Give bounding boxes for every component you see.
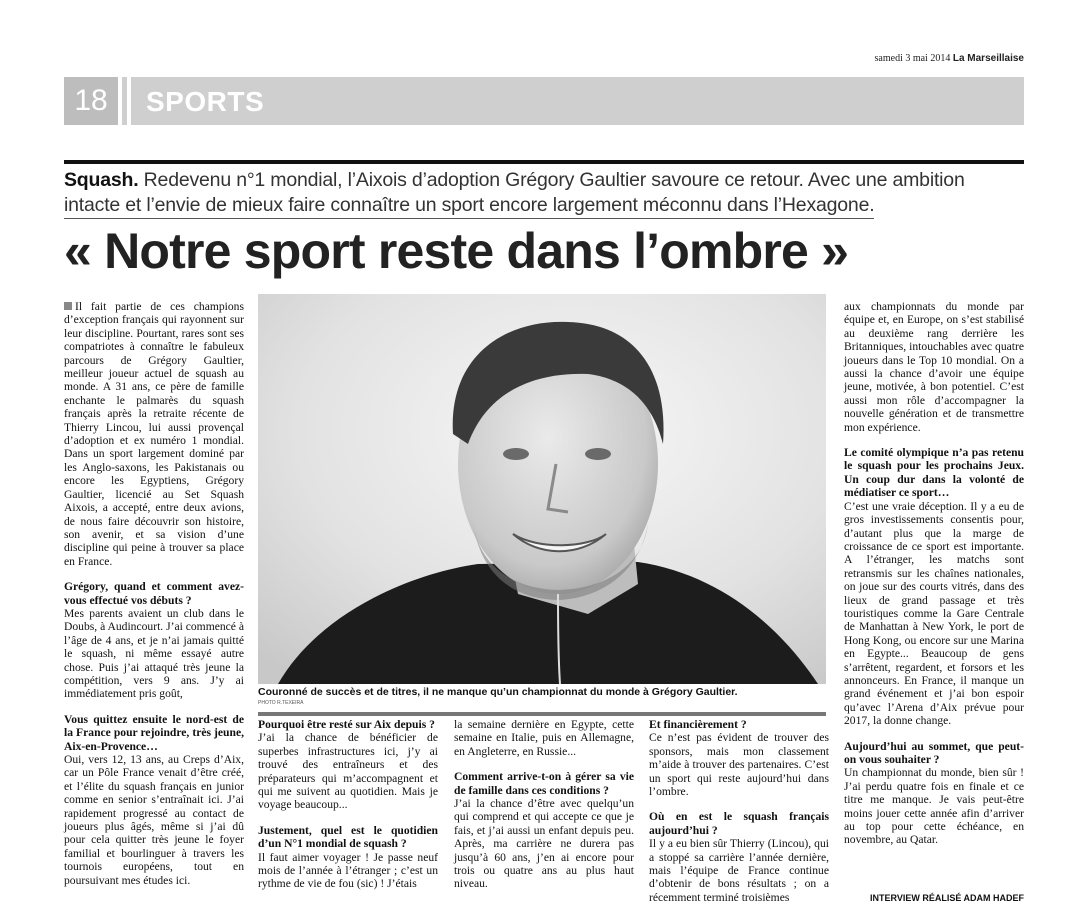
intro-paragraph: Il fait partie de ces champions d’exception français qui rayonnent sur leur discipline. Pourtant, rares sont ses compatriotes à connaître le fabuleux parcours de Grégory Gaultier, meilleur joueur actuel de squash au monde. A 31 ans, ce père de famille enchante le palmarès du squash français après la retraite récente de Thierry Lincou, lui aussi provençal d’adoption et ex numéro 1 mondial. Dans un sport largement dominé par les Anglo-saxons, les Pakistanais ou encore les Egyptiens, Grégory Gaultier, licencié au Set Squash Aixois, a accepté, entre deux avions, de nous faire découvrir son histoire, son avenir, et sa vision d’une discipline qui peine à trouver sa place en France. (64, 300, 244, 568)
column-5 (844, 300, 1024, 847)
answer: C’est une vraie déception. Il y a eu de gros investissements consentis pour, d’autant plus que la marge de croissance de ce sport est importante. A l’étranger, les matchs sont retransmis sur les chaînes nationales, on joue sur des courts vitrés, dans des lieux de grand passage et très touristiques comme la Gare Centrale de Manhattan à New York, le port de Hong Kong, ou encore sur une Marina en Egypte... Beaucoup de gens s’arrêtent, regardent, et forsors et les annonceurs. En France, il manque un grand événement et j’ai bon espoir qu’avec l’Arena d’Aix prévue pour 2017, la donne change. (844, 499, 1024, 728)
date-text: samedi 3 mai 2014 (874, 53, 951, 64)
question: Aujourd’hui au sommet, que peut-on vous souhaiter ? (844, 739, 1024, 766)
answer: la semaine dernière en Egypte, cette semaine en Italie, puis en Allemagne, en Angleterre, en Russie... (454, 718, 634, 758)
answer: Il y a eu bien sûr Thierry (Lincou), qui a stoppé sa carrière l’année dernière, mais l’équipe de France continue d’obtenir de bons résultats ; on a récemment terminé troisièmes (649, 837, 829, 904)
column-3 (454, 718, 634, 891)
question: Le comité olympique n’a pas retenu le squash pour les prochains Jeux. Un coup dur dans la volonté de médiatiser ce sport… (844, 446, 1024, 500)
newspaper-name: La Marseillaise (952, 53, 1024, 64)
question: Pourquoi être resté sur Aix depuis ? (258, 718, 435, 731)
question: Où en est le squash français aujourd’hui ? (649, 810, 829, 837)
interview-signature: INTERVIEW RÉALISÉ ADAM HADEF (869, 893, 1024, 903)
answer: Un championnat du monde, bien sûr ! J’ai perdu quatre fois en finale et ce titre me manque. Je vais peut-être moins jouer cette année afin d’arriver au top pour cette échéance, en novembre, au Qatar. (844, 766, 1024, 847)
question: Comment arrive-t-on à gérer sa vie de famille dans ces conditions ? (454, 770, 634, 797)
answer: Oui, vers 12, 13 ans, au Creps d’Aix, car un Pôle France venait d’être créé, et l’élite du squash français en junior comme en senior s’entraînait ici. J’ai rapidement progressé au contact de joueurs plus âgés, même si j’ai dû pour cela quitter très jeune le foyer familial et bourlinguer à travers les tournois européens, tout en poursuivant mes études ici. (64, 753, 244, 887)
answer: Mes parents avaient un club dans le Doubs, à Audincourt. J’ai commencé à l’âge de 4 ans, et je n’ai jamais quitté le squash, ni même essayé autre chose. Puis j’ai attaqué très jeune la compétition, vers 9 ans. J’y ai immédiatement pris goût, (64, 606, 244, 701)
answer: aux championnats du monde par équipe et, en Europe, on s’est stabilisé au deuxième rang derrière les Britanniques, intouchables avec quatre joueurs dans le Top 10 mondial. On a aussi la chance d’avoir une équipe jeune, motivée, à bon potentiel. C’est aussi mon rôle d’accompagner la nouvelle génération et de transmettre mon expérience. (844, 300, 1024, 434)
portrait-illustration (258, 294, 826, 684)
question: Et financièrement ? (649, 718, 747, 731)
kicker-rule (64, 160, 1024, 164)
question: Grégory, quand et comment avez-vous effectué vos débuts ? (64, 580, 244, 607)
kicker (64, 168, 1024, 219)
kicker-line-1: Redevenu n°1 mondial, l’Aixois d’adoption Grégory Gaultier savoure ce retour. Avec une ambition (143, 169, 965, 191)
photo-caption: Couronné de succès et de titres, il ne manque qu’un championnat du monde à Grégory Gaultier. (258, 686, 738, 698)
portrait-photo (258, 294, 826, 684)
photo-credit: PHOTO R.TEXEIRA (258, 700, 304, 706)
column-2 (258, 718, 438, 891)
band-divider (127, 77, 131, 125)
page-number: 18 (64, 77, 118, 125)
answer: Ce n’est pas évident de trouver des sponsors, mais mon classement m’aide à trouver des partenaires. C’est un sport qui reste aujourd’hui dans l’ombre. (649, 731, 829, 799)
section-title: SPORTS (146, 86, 265, 117)
answer: Il faut aimer voyager ! Je passe neuf mois de l’année à l’étranger ; c’est un rythme de vie de fou (sic) ! J’étais (258, 850, 438, 891)
question: Justement, quel est le quotidien d’un N°1 mondial de squash ? (258, 823, 438, 851)
answer: J’ai la chance d’être avec quelqu’un qui comprend et qui accepte ce que je fais, et j’ai aussi un enfant depuis peu. Après, ma carrière ne durera pas jusqu’à 60 ans, j’en ai encore pour trois ou quatre ans au plus haut niveau. (454, 797, 634, 891)
column-4 (649, 718, 829, 904)
band-divider (118, 77, 122, 125)
photo-rule (258, 712, 826, 716)
question: Vous quittez ensuite le nord-est de la France pour rejoindre, très jeune, Aix-en-Provence… (64, 712, 244, 753)
kicker-line-2: intacte et l’envie de mieux faire connaître un sport encore largement méconnu dans l’Hexagone. (64, 193, 874, 219)
answer: J’ai la chance de bénéficier de superbes infrastructures ici, j’y ai trouvé des entraîneurs et des préparateurs qui m’accompagnent et qui me suivent au quotidien. Mais je voyage beaucoup... (258, 731, 438, 812)
issue-date (875, 53, 1024, 64)
square-bullet-icon (64, 302, 72, 310)
headline: « Notre sport reste dans l’ombre » (64, 223, 849, 279)
kicker-lead: Squash. (64, 169, 139, 191)
column-1 (64, 300, 244, 887)
